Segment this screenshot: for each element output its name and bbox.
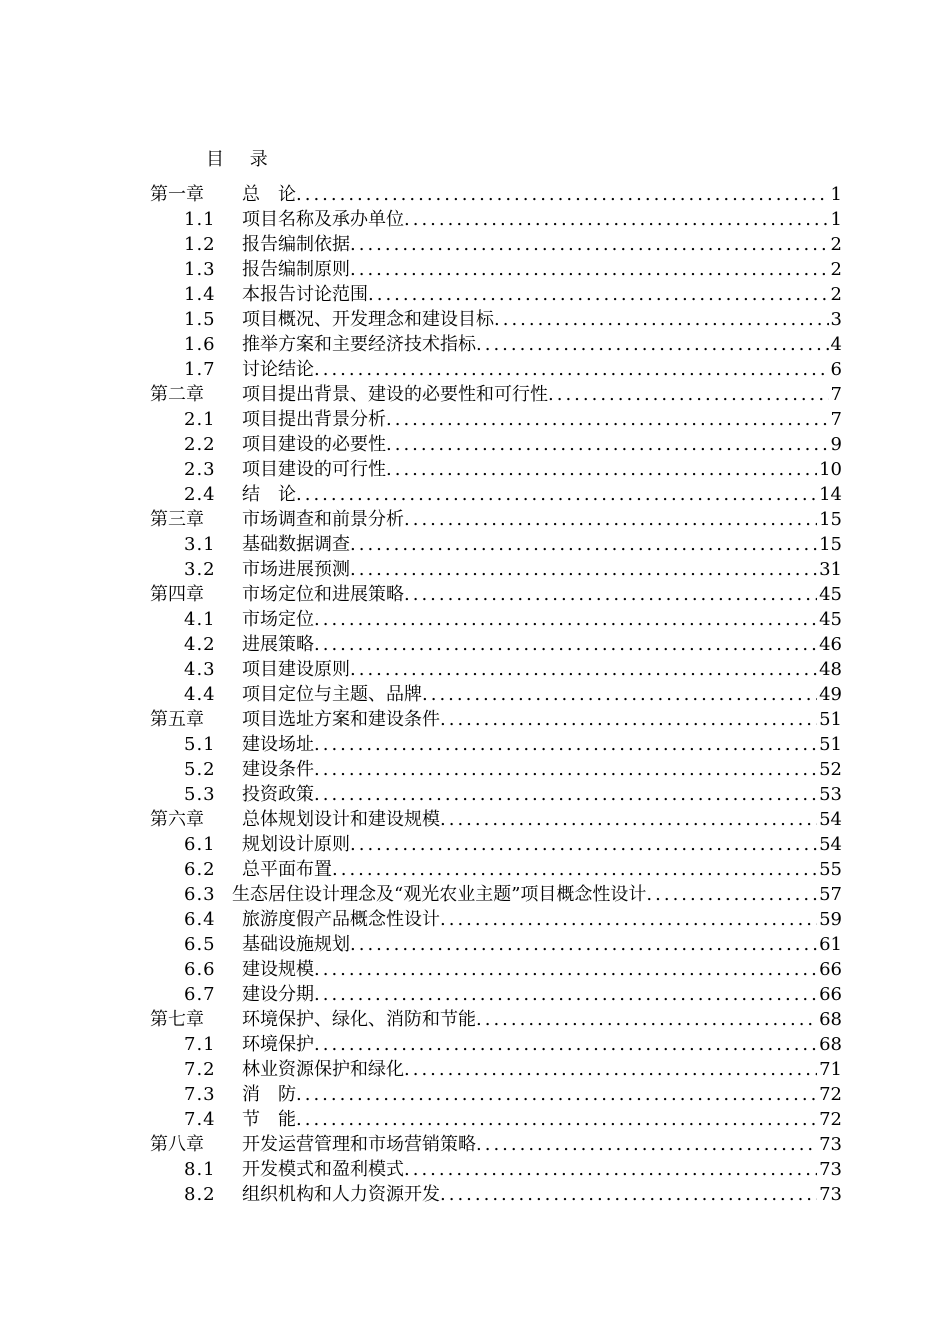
toc-chapter-entry[interactable]: [150, 1132, 842, 1157]
dot-leader: [314, 782, 817, 807]
section-number: 8.1: [184, 1159, 216, 1180]
page-number: 4: [830, 334, 842, 355]
toc-section-entry[interactable]: [150, 332, 842, 357]
dot-leader: [350, 657, 817, 682]
section-title: 报告编制原则: [242, 259, 350, 280]
section-number: 1.4: [184, 284, 216, 305]
page-number: 68: [819, 1034, 842, 1055]
section-title: 建设场址: [242, 734, 314, 755]
section-title: 项目建设的必要性: [242, 434, 386, 455]
section-title: 市场定位: [242, 609, 314, 630]
section-number: 6.6: [184, 959, 216, 980]
section-title: 规划设计原则: [242, 834, 350, 855]
dot-leader: [314, 982, 817, 1007]
chapter-number: 第三章: [150, 509, 204, 530]
page-number: 53: [819, 784, 842, 805]
toc-section-entry[interactable]: [150, 732, 842, 757]
dot-leader: [548, 382, 829, 407]
chapter-number: 第七章: [150, 1009, 204, 1030]
toc-section-entry[interactable]: [150, 532, 842, 557]
toc-section-entry[interactable]: [150, 832, 842, 857]
section-title: 开发模式和盈利模式: [242, 1159, 404, 1180]
dot-leader: [296, 482, 817, 507]
page-number: 73: [819, 1134, 842, 1155]
section-title: 投资政策: [242, 784, 314, 805]
toc-chapter-entry[interactable]: [150, 707, 842, 732]
dot-leader: [494, 307, 829, 332]
chapter-number: 第五章: [150, 709, 204, 730]
dot-leader: [314, 957, 817, 982]
section-title: 本报告讨论范围: [242, 284, 368, 305]
section-title: 总平面布置: [242, 859, 332, 880]
toc-section-entry[interactable]: [150, 607, 842, 632]
section-title: 旅游度假产品概念性设计: [242, 909, 440, 930]
dot-leader: [476, 332, 829, 357]
page-number: 51: [819, 734, 842, 755]
toc-section-entry[interactable]: [150, 982, 842, 1007]
page-number: 57: [819, 884, 842, 905]
toc-section-entry[interactable]: [150, 657, 842, 682]
page-number: 9: [830, 434, 842, 455]
section-number: 6.3: [184, 884, 216, 905]
page-number: 54: [819, 834, 842, 855]
section-title: 基础设施规划: [242, 934, 350, 955]
dot-leader: [440, 807, 817, 832]
section-title: 项目建设原则: [242, 659, 350, 680]
section-number: 4.1: [184, 609, 216, 630]
dot-leader: [368, 282, 829, 307]
toc-title: 目 录: [206, 149, 278, 170]
section-title: 讨论结论: [242, 359, 314, 380]
section-title: 建设规模: [242, 959, 314, 980]
toc-section-entry[interactable]: [150, 857, 842, 882]
page-number: 45: [819, 584, 842, 605]
toc-section-entry[interactable]: [150, 782, 842, 807]
section-number: 2.2: [184, 434, 216, 455]
section-number: 1.7: [184, 359, 216, 380]
toc-section-entry[interactable]: [150, 1057, 842, 1082]
dot-leader: [350, 557, 817, 582]
section-number: 5.2: [184, 759, 216, 780]
dot-leader: [386, 457, 817, 482]
section-number: 6.7: [184, 984, 216, 1005]
page-number: 1: [830, 209, 842, 230]
chapter-title: 项目选址方案和建设条件: [242, 709, 440, 730]
toc-section-entry[interactable]: [150, 432, 842, 457]
page-number: 10: [819, 459, 842, 480]
toc-section-entry[interactable]: [150, 757, 842, 782]
dot-leader: [296, 1107, 817, 1132]
section-number: 1.3: [184, 259, 216, 280]
page-number: 46: [819, 634, 842, 655]
page-number: 2: [830, 259, 842, 280]
toc-section-entry[interactable]: [150, 232, 842, 257]
section-title: 结 论: [242, 484, 296, 505]
chapter-title: 项目提出背景、建设的必要性和可行性: [242, 384, 548, 405]
section-number: 3.2: [184, 559, 216, 580]
page-number: 3: [830, 309, 842, 330]
toc-section-entry[interactable]: [150, 1082, 842, 1107]
page-number: 68: [819, 1009, 842, 1030]
dot-leader: [404, 1057, 817, 1082]
toc-section-entry[interactable]: [150, 357, 842, 382]
page-number: 15: [819, 509, 842, 530]
section-number: 7.3: [184, 1084, 216, 1105]
page-number: 2: [830, 234, 842, 255]
page-number: 1: [830, 184, 842, 205]
section-title: 项目建设的可行性: [242, 459, 386, 480]
page-number: 61: [819, 934, 842, 955]
chapter-title: 开发运营管理和市场营销策略: [242, 1134, 476, 1155]
toc-section-entry[interactable]: [150, 1157, 842, 1182]
chapter-title: 环境保护、绿化、消防和节能: [242, 1009, 476, 1030]
section-number: 8.2: [184, 1184, 216, 1205]
dot-leader: [296, 182, 829, 207]
chapter-number: 第六章: [150, 809, 204, 830]
section-title: 林业资源保护和绿化: [242, 1059, 404, 1080]
section-title: 环境保护: [242, 1034, 314, 1055]
page-number: 72: [819, 1109, 842, 1130]
toc-section-entry[interactable]: [150, 632, 842, 657]
page-number: 15: [819, 534, 842, 555]
dot-leader: [404, 507, 817, 532]
toc-section-entry[interactable]: [150, 482, 842, 507]
section-title: 推举方案和主要经济技术指标: [242, 334, 476, 355]
page-number: 2: [830, 284, 842, 305]
page-number: 66: [819, 984, 842, 1005]
section-title: 进展策略: [242, 634, 314, 655]
page-number: 72: [819, 1084, 842, 1105]
page-number: 7: [830, 384, 842, 405]
toc-section-entry[interactable]: [150, 457, 842, 482]
toc-section-entry[interactable]: [150, 307, 842, 332]
dot-leader: [440, 707, 817, 732]
toc-section-entry[interactable]: [150, 282, 842, 307]
toc-section-entry[interactable]: [150, 1032, 842, 1057]
section-number: 5.3: [184, 784, 216, 805]
page-number: 45: [819, 609, 842, 630]
toc-section-entry[interactable]: [150, 1182, 842, 1207]
chapter-number: 第二章: [150, 384, 204, 405]
page-number: 66: [819, 959, 842, 980]
section-number: 2.3: [184, 459, 216, 480]
toc-section-entry[interactable]: [150, 882, 842, 907]
dot-leader: [314, 607, 817, 632]
page-number: 73: [819, 1184, 842, 1205]
section-title: 节 能: [242, 1109, 296, 1130]
section-title: 建设条件: [242, 759, 314, 780]
section-title: 项目定位与主题、品牌: [242, 684, 422, 705]
table-of-contents: [150, 182, 842, 1207]
section-number: 1.2: [184, 234, 216, 255]
section-number: 7.4: [184, 1109, 216, 1130]
toc-chapter-entry[interactable]: [150, 507, 842, 532]
chapter-number: 第八章: [150, 1134, 204, 1155]
toc-chapter-entry[interactable]: [150, 382, 842, 407]
section-title: 市场进展预测: [242, 559, 350, 580]
section-title: 基础数据调查: [242, 534, 350, 555]
section-number: 6.2: [184, 859, 216, 880]
dot-leader: [350, 532, 817, 557]
dot-leader: [296, 1082, 817, 1107]
section-number: 7.1: [184, 1034, 216, 1055]
page-number: 48: [819, 659, 842, 680]
dot-leader: [476, 1007, 817, 1032]
toc-section-entry[interactable]: [150, 957, 842, 982]
dot-leader: [350, 832, 817, 857]
page-number: 55: [819, 859, 842, 880]
toc-chapter-entry[interactable]: [150, 182, 842, 207]
section-title: 项目提出背景分析: [242, 409, 386, 430]
toc-section-entry[interactable]: [150, 257, 842, 282]
section-number: 6.1: [184, 834, 216, 855]
page-number: 31: [819, 559, 842, 580]
section-number: 5.1: [184, 734, 216, 755]
dot-leader: [646, 882, 817, 907]
toc-section-entry[interactable]: [150, 407, 842, 432]
dot-leader: [422, 682, 817, 707]
dot-leader: [350, 932, 817, 957]
dot-leader: [476, 1132, 817, 1157]
dot-leader: [404, 207, 829, 232]
section-title: 生态居住设计理念及“观光农业主题”项目概念性设计: [232, 884, 647, 905]
page-number: 49: [819, 684, 842, 705]
page-number: 59: [819, 909, 842, 930]
dot-leader: [332, 857, 817, 882]
section-number: 6.5: [184, 934, 216, 955]
toc-section-entry[interactable]: [150, 932, 842, 957]
toc-section-entry[interactable]: [150, 207, 842, 232]
toc-section-entry[interactable]: [150, 682, 842, 707]
toc-section-entry[interactable]: [150, 907, 842, 932]
page-number: 6: [830, 359, 842, 380]
section-number: 3.1: [184, 534, 216, 555]
page-number: 7: [830, 409, 842, 430]
chapter-number: 第四章: [150, 584, 204, 605]
toc-section-entry[interactable]: [150, 557, 842, 582]
section-number: 1.5: [184, 309, 216, 330]
toc-section-entry[interactable]: [150, 1107, 842, 1132]
toc-chapter-entry[interactable]: [150, 807, 842, 832]
dot-leader: [314, 1032, 817, 1057]
dot-leader: [314, 732, 817, 757]
section-title: 报告编制依据: [242, 234, 350, 255]
dot-leader: [386, 432, 829, 457]
section-number: 2.1: [184, 409, 216, 430]
section-title: 项目概况、开发理念和建设目标: [242, 309, 494, 330]
dot-leader: [350, 232, 829, 257]
dot-leader: [404, 1157, 817, 1182]
section-title: 消 防: [242, 1084, 296, 1105]
page-number: 52: [819, 759, 842, 780]
section-number: 4.2: [184, 634, 216, 655]
dot-leader: [350, 257, 829, 282]
page-number: 51: [819, 709, 842, 730]
toc-chapter-entry[interactable]: [150, 1007, 842, 1032]
section-number: 4.3: [184, 659, 216, 680]
section-title: 项目名称及承办单位: [242, 209, 404, 230]
dot-leader: [314, 357, 829, 382]
dot-leader: [386, 407, 829, 432]
toc-chapter-entry[interactable]: [150, 582, 842, 607]
page-number: 14: [819, 484, 842, 505]
dot-leader: [314, 632, 817, 657]
section-title: 建设分期: [242, 984, 314, 1005]
chapter-number: 第一章: [150, 184, 204, 205]
section-title: 组织机构和人力资源开发: [242, 1184, 440, 1205]
section-number: 4.4: [184, 684, 216, 705]
page-number: 71: [819, 1059, 842, 1080]
dot-leader: [404, 582, 817, 607]
section-number: 2.4: [184, 484, 216, 505]
section-number: 1.6: [184, 334, 216, 355]
chapter-title: 市场调查和前景分析: [242, 509, 404, 530]
page-number: 54: [819, 809, 842, 830]
section-number: 1.1: [184, 209, 216, 230]
dot-leader: [314, 757, 817, 782]
chapter-title: 总体规划设计和建设规模: [242, 809, 440, 830]
section-number: 7.2: [184, 1059, 216, 1080]
dot-leader: [440, 1182, 817, 1207]
dot-leader: [440, 907, 817, 932]
section-number: 6.4: [184, 909, 216, 930]
chapter-title: 市场定位和进展策略: [242, 584, 404, 605]
chapter-title: 总 论: [242, 184, 296, 205]
page-number: 73: [819, 1159, 842, 1180]
